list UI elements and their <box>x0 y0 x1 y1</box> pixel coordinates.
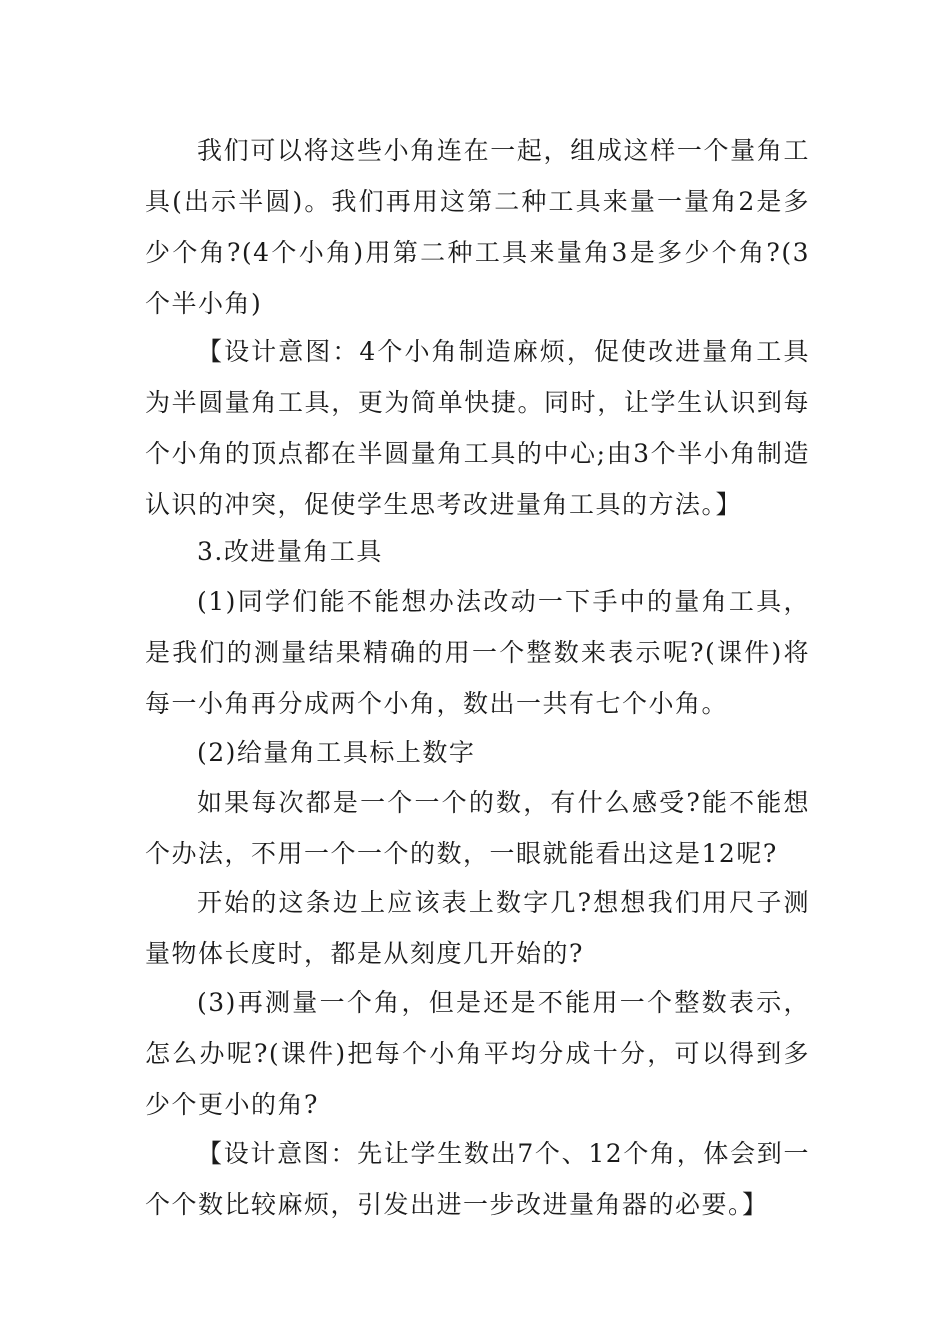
paragraph-step-3: (3)再测量一个角，但是还是不能用一个整数表示，怎么办呢?(课件)把每个小角平均分成十分，可以得到多少个更小的角? <box>145 988 810 1119</box>
section-heading-improve-tool: 3.改进量角工具 <box>197 537 383 566</box>
paragraph-starting-edge: 开始的这条边上应该表上数字几?想想我们用尺子测量物体长度时，都是从刻度几开始的? <box>145 888 810 968</box>
paragraph-step-2-heading: (2)给量角工具标上数字 <box>197 738 476 767</box>
paragraph-counting-question: 如果每次都是一个一个的数，有什么感受?能不能想个办法，不用一个一个的数，一眼就能看出这是12呢? <box>145 788 810 868</box>
paragraph-measuring-tool: 我们可以将这些小角连在一起，组成这样一个量角工具(出示半圆)。我们再用这第二种工具来量一量角2是多少个角?(4个小角)用第二种工具来量角3是多少个角?(3个半小角) <box>145 136 810 318</box>
design-intent-note-1: 【设计意图：4个小角制造麻烦，促使改进量角工具为半圆量角工具，更为简单快捷。同时，让学生认识到每个小角的顶点都在半圆量角工具的中心;由3个半小角制造认识的冲突，促使学生思考改进量角工具的方法。】 <box>145 337 810 519</box>
design-intent-note-2: 【设计意图：先让学生数出7个、12个角，体会到一个个数比较麻烦，引发出进一步改进量角器的必要。】 <box>145 1139 810 1219</box>
paragraph-step-1: (1)同学们能不能想办法改动一下手中的量角工具，是我们的测量结果精确的用一个整数来表示呢?(课件)将每一小角再分成两个小角，数出一共有七个小角。 <box>145 587 810 718</box>
